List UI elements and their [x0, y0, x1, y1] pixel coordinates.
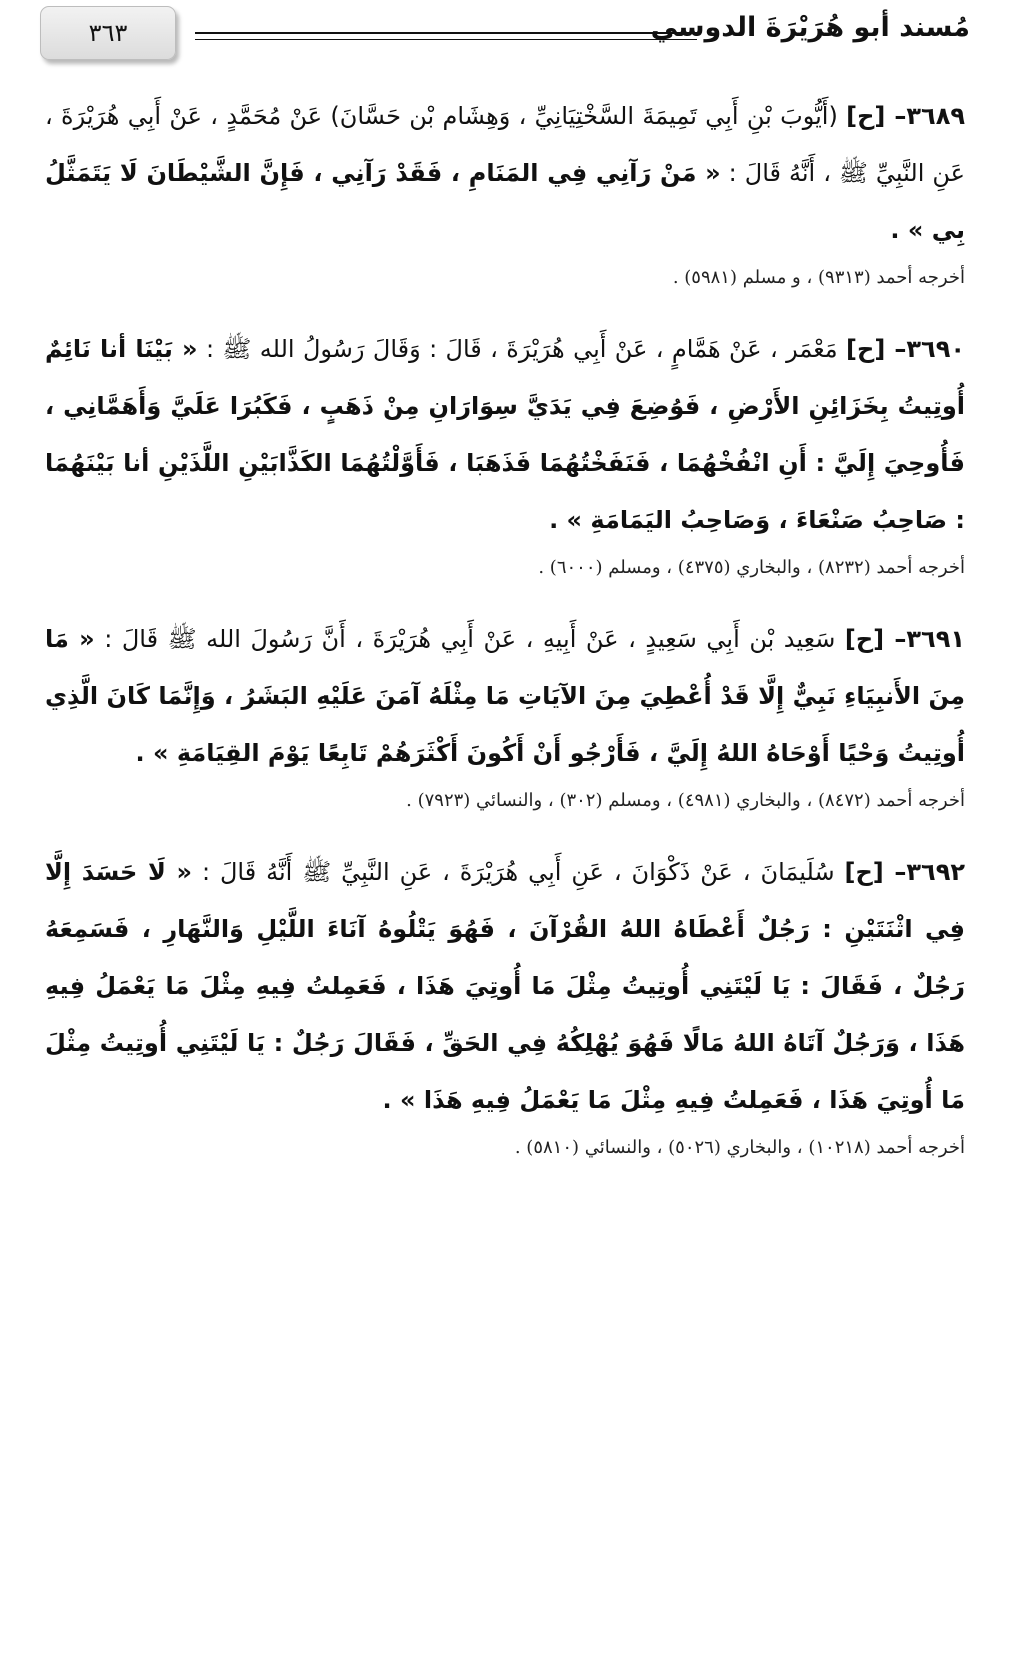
hadith-number: ٣٦٩١– [ح] [844, 625, 965, 653]
hadith-3691 [45, 611, 965, 818]
hadith-text [45, 88, 965, 259]
hadith-isnad: مَعْمَر ، عَنْ هَمَّامٍ ، عَنْ أَبِي هُرَيْرَةَ ، قَالَ : وَقَالَ رَسُولُ الله ﷺ : [205, 335, 838, 363]
hadith-3692 [45, 844, 965, 1165]
hadith-text [45, 611, 965, 782]
page-body [45, 88, 965, 1191]
hadith-isnad: سَعِيد بْن أَبِي سَعِيدٍ ، عَنْ أَبِيهِ ، عَنْ أَبِي هُرَيْرَةَ ، أَنَّ رَسُولَ الله ﷺ قَالَ : [104, 625, 836, 653]
hadith-3689 [45, 88, 965, 295]
takhrij-note: أخرجه أحمد (٨٢٣٢) ، والبخاري (٤٣٧٥) ، ومسلم (٦٠٠٠) . [538, 557, 965, 578]
hadith-number: ٣٦٨٩– [ح] [846, 102, 965, 130]
header-rule [195, 32, 697, 40]
hadith-text [45, 844, 965, 1129]
hadith-isnad: سُلَيمَانَ ، عَنْ ذَكْوَانَ ، عَنِ أَبِي هُرَيْرَةَ ، عَنِ النَّبِيِّ ﷺ أَنَّهُ قَالَ : [201, 858, 835, 886]
hadith-3690 [45, 321, 965, 585]
hadith-number: ٣٦٩٠– [ح] [846, 335, 965, 363]
hadith-matn: « بَيْنَا أنا نَائِمٌ أُوتِيتُ بِخَزَائِنِ الأَرْضِ ، فَوُضِعَ فِي يَدَيَّ سِوَارَانِ مِنْ ذَهَبٍ ، فَكَبُرَا عَلَيَّ وَأَهَمَّانِي ، فَأُوحِيَ إِلَيَّ : أَنِ انْفُخْهُمَا ، فَنَفَخْتُهُمَا فَذَهَبَا ، فَأَوَّلْتُهُمَا الكَذَّابَيْنِ اللَّذَيْنِ أنا بَيْنَهُمَا : صَاحِبُ صَنْعَاءَ ، وَصَاحِبُ اليَمَامَةِ » . [45, 335, 965, 534]
hadith-text [45, 321, 965, 549]
hadith-matn: « مَنْ رَآنِي فِي المَنَامِ ، فَقَدْ رَآنِي ، فَإِنَّ الشَّيْطَانَ لَا يَتَمَثَّلُ بِي » . [45, 159, 965, 244]
page-header [0, 0, 1010, 70]
takhrij-note: أخرجه أحمد (٩٣١٣) ، و مسلم (٥٩٨١) . [672, 267, 965, 288]
takhrij-note: أخرجه أحمد (٨٤٧٢) ، والبخاري (٤٩٨١) ، ومسلم (٣٠٢) ، والنسائي (٧٩٢٣) . [406, 790, 965, 811]
hadith-matn: « لَا حَسَدَ إِلَّا فِي اثْنَتَيْنِ : رَجُلٌ أَعْطَاهُ اللهُ القُرْآنَ ، فَهُوَ يَتْلُوهُ آنَاءَ اللَّيْلِ وَالنَّهَارِ ، فَسَمِعَهُ رَجُلٌ ، فَقَالَ : يَا لَيْتَنِي أُوتِيتُ مِثْلَ مَا أُوتِيَ هَذَا ، فَعَمِلتُ فِيهِ مِثْلَ مَا يَعْمَلُ فِيهِ هَذَا ، وَرَجُلٌ آتَاهُ اللهُ مَالًا فَهُوَ يُهْلِكُهُ فِي الحَقِّ ، فَقَالَ رَجُلٌ : يَا لَيْتَنِي أُوتِيتُ مِثْلَ مَا أُوتِيَ هَذَا ، فَعَمِلتُ فِيهِ مِثْلَ مَا يَعْمَلُ فِيهِ هَذَا » . [45, 858, 965, 1114]
page-number-tab [40, 6, 176, 60]
hadith-number: ٣٦٩٢– [ح] [844, 858, 965, 886]
hadith-matn: « مَا مِنَ الأَنبِيَاءِ نَبِيٌّ إِلَّا قَدْ أُعْطِيَ مِنَ الآيَاتِ مَا مِثْلَهُ آمَنَ عَلَيْهِ البَشَرُ ، وَإِنَّمَا كَانَ الَّذِي أُوتِيتُ وَحْيًا أَوْحَاهُ اللهُ إِلَيَّ ، فَأَرْجُو أَنْ أَكُونَ أَكْثَرَهُمْ تَابِعًا يَوْمَ القِيَامَةِ » . [45, 625, 965, 767]
hadith-isnad: (أَيُّوبَ بْنِ أَبِي تَمِيمَةَ السَّخْتِيَانِيِّ ، وَهِشَام بْن حَسَّانَ) عَنْ مُحَمَّدٍ ، عَنْ أَبِي هُرَيْرَةَ ، عَنِ النَّبِيِّ ﷺ ، أَنَّهُ قَالَ : [45, 102, 965, 187]
takhrij-note: أخرجه أحمد (١٠٢١٨) ، والبخاري (٥٠٢٦) ، والنسائي (٥٨١٠) . [514, 1137, 965, 1158]
running-title: مُسند أبو هُرَيْرَةَ الدوسي [650, 12, 970, 43]
page-number: ٣٦٣ [88, 19, 128, 47]
